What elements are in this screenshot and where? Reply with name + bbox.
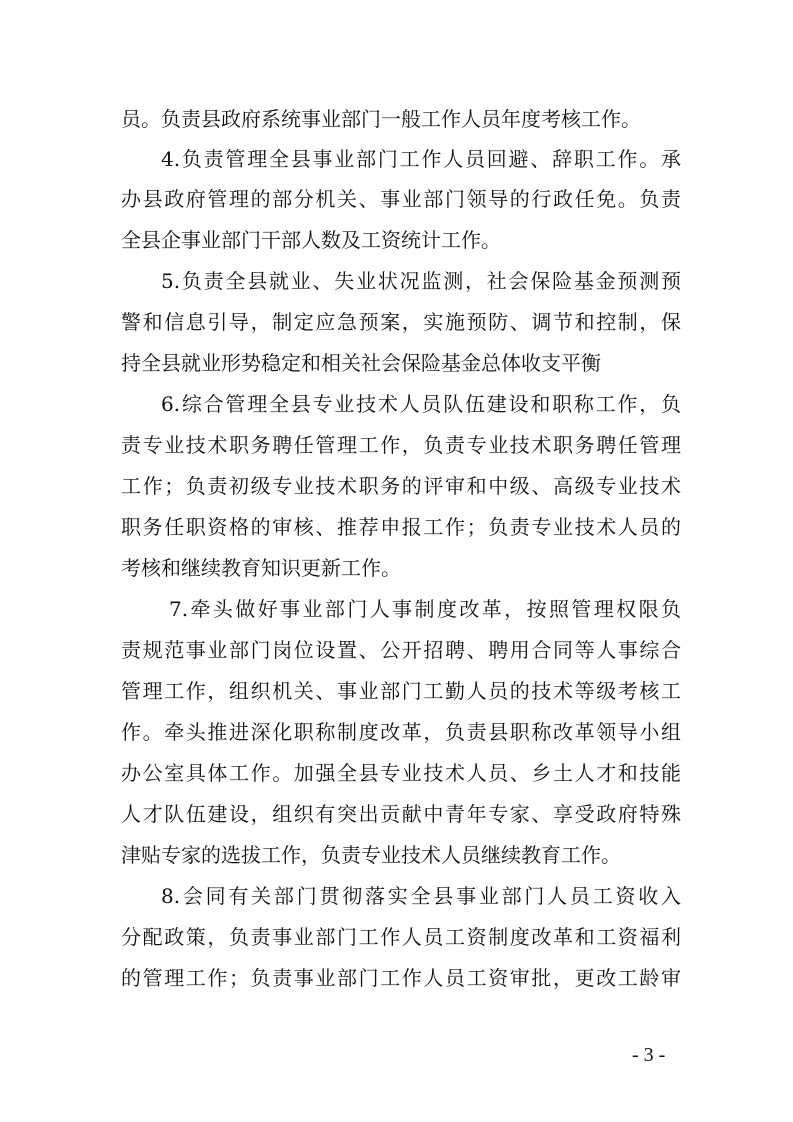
text-line: 分配政策，负责事业部门工作人员工资制度改革和工资福利 — [121, 925, 681, 949]
text-line: 人才队伍建设，组织有突出贡献中青年专家、享受政府特殊 — [121, 802, 681, 826]
text-line: 责专业技术职务聘任管理工作，负责专业技术职务聘任管理 — [121, 433, 681, 457]
text-line: 工作；负责初级专业技术职务的评审和中级、高级专业技术 — [121, 474, 681, 498]
text-line: 办县政府管理的部分机关、事业部门领导的行政任免。负责 — [121, 187, 681, 211]
text-line: 管理工作，组织机关、事业部门工勤人员的技术等级考核工 — [121, 679, 681, 703]
text-line: 员。负责县政府系统事业部门一般工作人员年度考核工作。 — [121, 107, 641, 131]
text-line: 持全县就业形势稳定和相关社会保险基金总体收支平衡 — [121, 351, 601, 375]
text-line: 责规范事业部门岗位设置、公开招聘、聘用合同等人事综合 — [121, 638, 681, 662]
text-line: 职务任职资格的审核、推荐申报工作；负责专业技术人员的 — [121, 515, 681, 539]
text-line: 考核和继续教育知识更新工作。 — [121, 556, 401, 580]
text-line: 5.负责全县就业、失业状况监测，社会保险基金预测预 — [161, 269, 681, 293]
text-line: 津贴专家的选拔工作，负责专业技术人员继续教育工作。 — [121, 843, 621, 867]
text-line: 全县企事业部门干部人数及工资统计工作。 — [121, 228, 501, 252]
text-line: 作。牵头推进深化职称制度改革，负责县职称改革领导小组 — [121, 720, 681, 744]
text-line: 4.负责管理全县事业部门工作人员回避、辞职工作。承 — [161, 147, 681, 171]
text-line: 办公室具体工作。加强全县专业技术人员、乡土人才和技能 — [121, 761, 681, 785]
text-line: 8.会同有关部门贯彻落实全县事业部门人员工资收入 — [161, 884, 681, 908]
text-line: 6.综合管理全县专业技术人员队伍建设和职称工作，负 — [161, 392, 681, 416]
text-line: 的管理工作；负责事业部门工作人员工资审批，更改工龄审 — [121, 966, 681, 990]
text-line: 7.牵头做好事业部门人事制度改革，按照管理权限负 — [169, 597, 681, 621]
page-number: - 3 - — [632, 1044, 666, 1066]
text-line: 警和信息引导，制定应急预案，实施预防、调节和控制，保 — [121, 310, 681, 334]
